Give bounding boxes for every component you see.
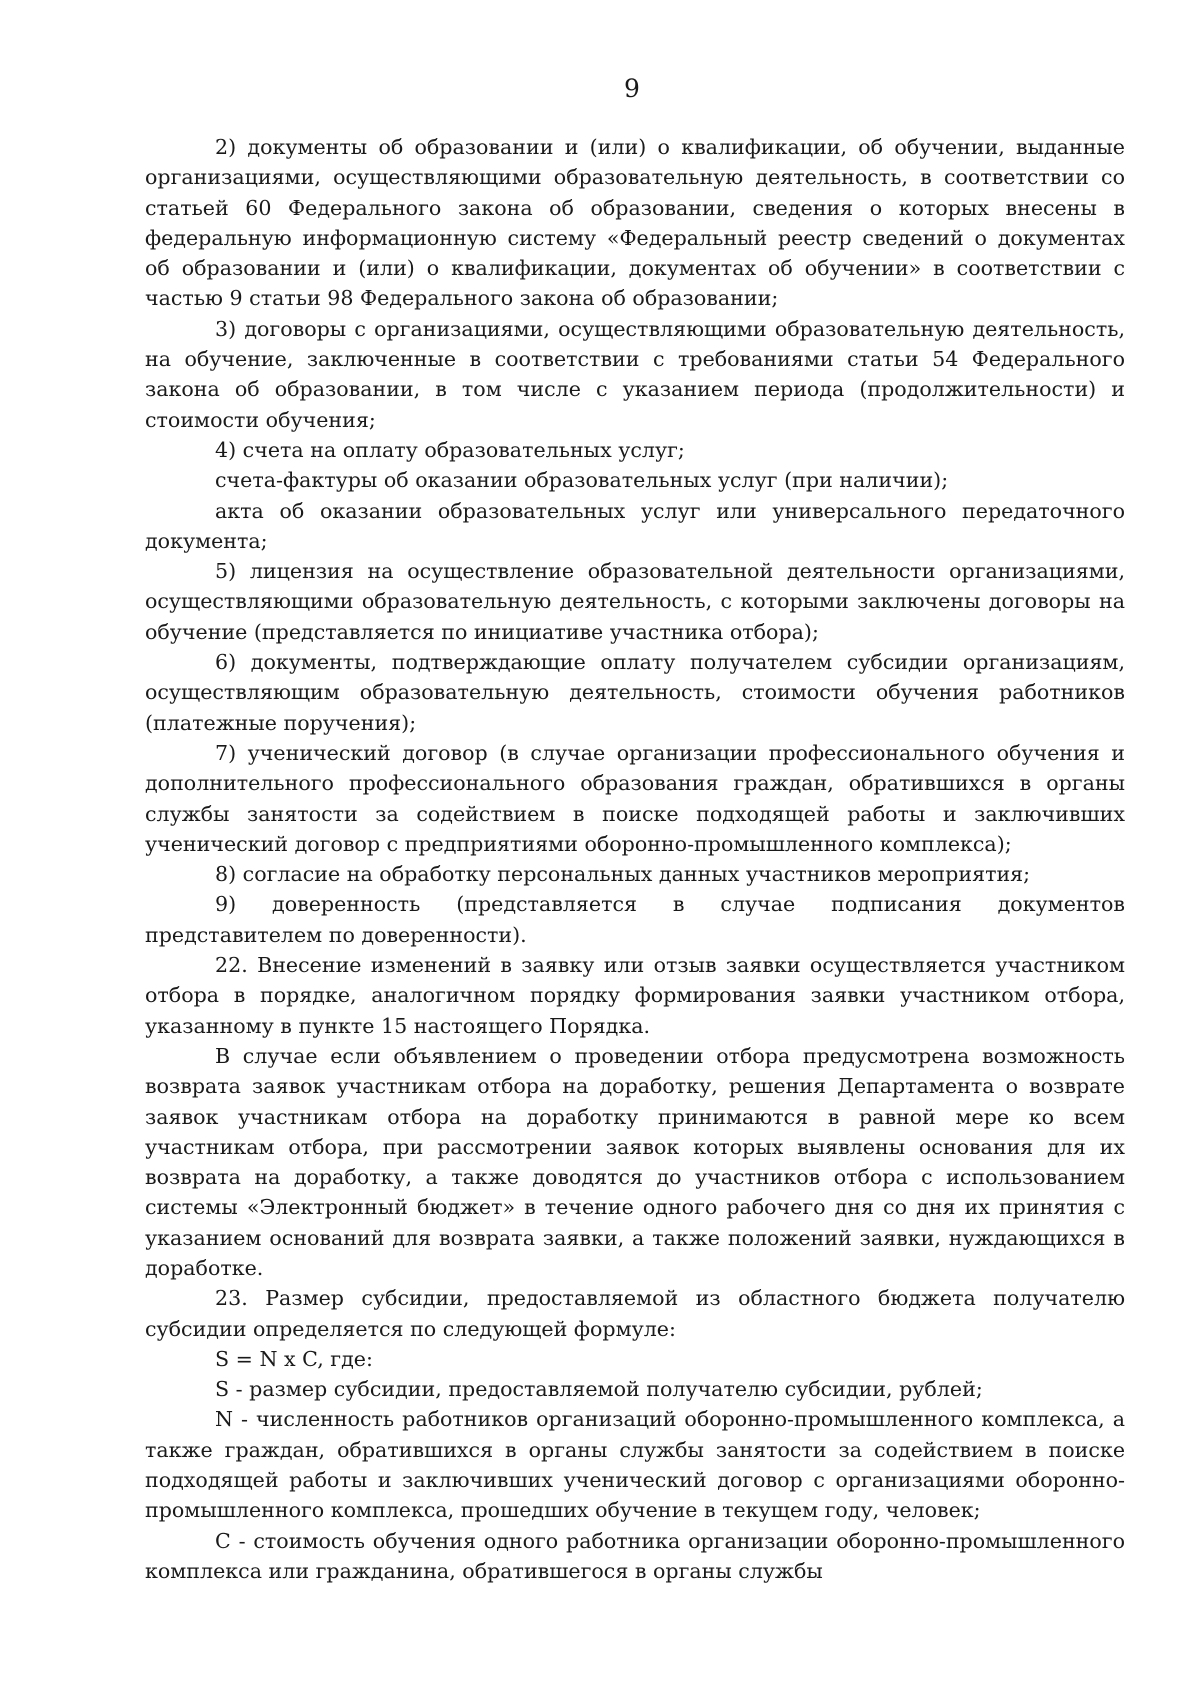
paragraph-formula-s: S - размер субсидии, предоставляемой получателю субсидии, рублей; [215, 1377, 983, 1402]
paragraph-item-7-apprentice-contract: 7) ученический договор (в случае организации профессионального обучения и дополнительного профессионального образования граждан, обратившихся в органы службы занятости за содействием в поиске подходящей работы и заключивших ученический договор с предприятиями оборонно-промышленного комплекса); [145, 740, 1125, 856]
paragraph-item-2-documents: 2) документы об образовании и (или) о квалификации, об обучении, выданные организациями, осуществляющими образовательную деятельность, в соответствии со статьей 60 Федерального закона об образовании, сведения о которых внесены в федеральную информационную систему «Федеральный реестр сведений о документах об образовании и (или) о квалификации, документах об обучении» в соответствии с частью 9 статьи 98 Федерального закона об образовании; [145, 135, 1125, 311]
paragraph-tax-invoices: счета-фактуры об оказании образовательных услуг (при наличии); [215, 468, 949, 493]
paragraph-return-for-revision: В случае если объявлением о проведении отбора предусмотрена возможность возврата заявок участникам отбора на доработку, решения Департамента о возврате заявок участникам отбора на доработку принимаются в равной мере ко всем участникам отбора, при рассмотрении заявок которых выявлены основания для их возврата на доработку, а также доводятся до участников отбора с использованием системы «Электронный бюджет» в течение одного рабочего дня со дня их принятия с указанием оснований для возврата заявки, а также положений заявки, нуждающихся в доработке. [145, 1043, 1125, 1280]
paragraph-item-9-power-of-attorney: 9) доверенность (представляется в случае подписания документов представителем по доверенности). [145, 892, 1125, 947]
paragraph-clause-23: 23. Размер субсидии, предоставляемой из областного бюджета получателю субсидии определяется по следующей формуле: [145, 1286, 1125, 1341]
paragraph-item-4-invoices: 4) счета на оплату образовательных услуг; [215, 437, 685, 462]
paragraph-service-acts: акта об оказании образовательных услуг или универсального передаточного документа; [145, 498, 1125, 553]
document-body [145, 132, 1125, 1586]
paragraph-formula: S = N x C, где: [215, 1346, 373, 1371]
page-number: 9 [624, 74, 640, 103]
paragraph-item-5-license: 5) лицензия на осуществление образовательной деятельности организациями, осуществляющими образовательную деятельность, с которыми заключены договоры на обучение (представляется по инициативе участника отбора); [145, 559, 1125, 644]
paragraph-formula-n: N - численность работников организаций оборонно-промышленного комплекса, а также граждан, обратившихся в органы службы занятости за содействием в поиске подходящей работы и заключивших ученический договор с организациями оборонно-промышленного комплекса, прошедших обучение в текущем году, человек; [145, 1407, 1125, 1523]
paragraph-item-3-contracts: 3) договоры с организациями, осуществляющими образовательную деятельность, на обучение, заключенные в соответствии с требованиями статьи 54 Федерального закона об образовании, в том числе с указанием периода (продолжительности) и стоимости обучения; [145, 316, 1125, 432]
paragraph-clause-22: 22. Внесение изменений в заявку или отзыв заявки осуществляется участником отбора в порядке, аналогичном порядку формирования заявки участником отбора, указанному в пункте 15 настоящего Порядка. [145, 953, 1125, 1038]
paragraph-item-8-consent: 8) согласие на обработку персональных данных участников мероприятия; [215, 862, 1031, 887]
paragraph-item-6-payment-docs: 6) документы, подтверждающие оплату получателем субсидии организациям, осуществляющим образовательную деятельность, стоимости обучения работников (платежные поручения); [145, 650, 1125, 735]
paragraph-formula-c: C - стоимость обучения одного работника организации оборонно-промышленного комплекса или гражданина, обратившегося в органы службы [145, 1528, 1125, 1583]
